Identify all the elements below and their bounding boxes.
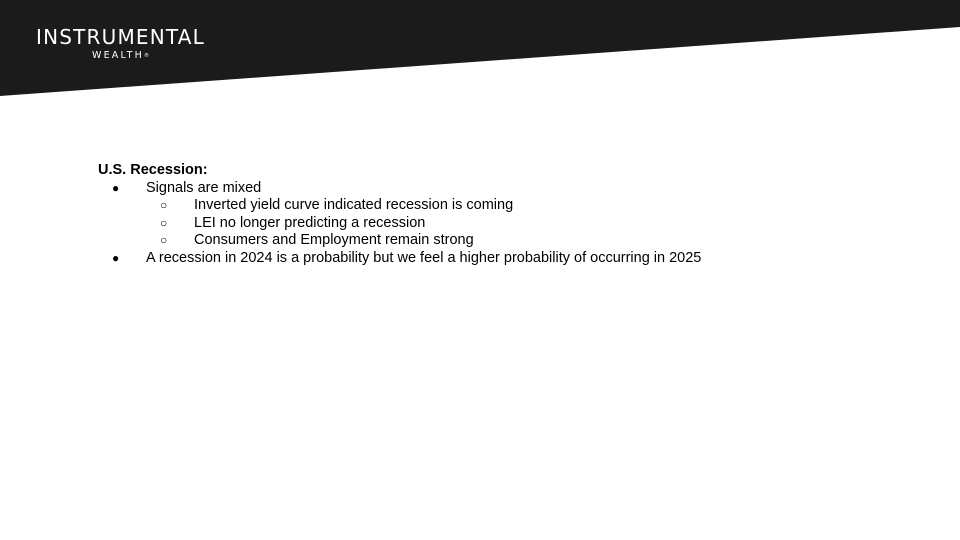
- bullet-item: [98, 180, 701, 250]
- sub-bullet-icon: ○: [160, 215, 168, 230]
- registered-mark: ®: [144, 53, 150, 59]
- sub-bullet-icon: ○: [160, 233, 168, 248]
- brand-subtitle-text: WEALTH: [91, 50, 145, 61]
- brand-name: INSTRUMENTAL: [35, 25, 206, 49]
- bullet-icon: ●: [112, 250, 120, 265]
- bullet-icon: ●: [112, 180, 120, 195]
- brand-logo: [33, 25, 208, 62]
- sub-bullet-list: [146, 197, 701, 250]
- brand-subtitle: [33, 50, 208, 62]
- sub-bullet-item: [146, 215, 701, 233]
- sub-bullet-text: LEI no longer predicting a recession: [194, 214, 426, 231]
- sub-bullet-text: Consumers and Employment remain strong: [194, 232, 474, 249]
- sub-bullet-item: [146, 197, 701, 215]
- bullet-item: [98, 250, 701, 268]
- bullet-text: Signals are mixed: [146, 179, 262, 196]
- section-heading: U.S. Recession:: [98, 162, 208, 178]
- sub-bullet-icon: ○: [160, 198, 168, 213]
- slide-body: [98, 162, 701, 268]
- sub-bullet-text: Inverted yield curve indicated recession is coming: [194, 197, 514, 214]
- sub-bullet-item: [146, 232, 701, 250]
- bullet-list: [98, 180, 701, 268]
- bullet-text: A recession in 2024 is a probability but we feel a higher probability of occurring in 2025: [146, 249, 702, 266]
